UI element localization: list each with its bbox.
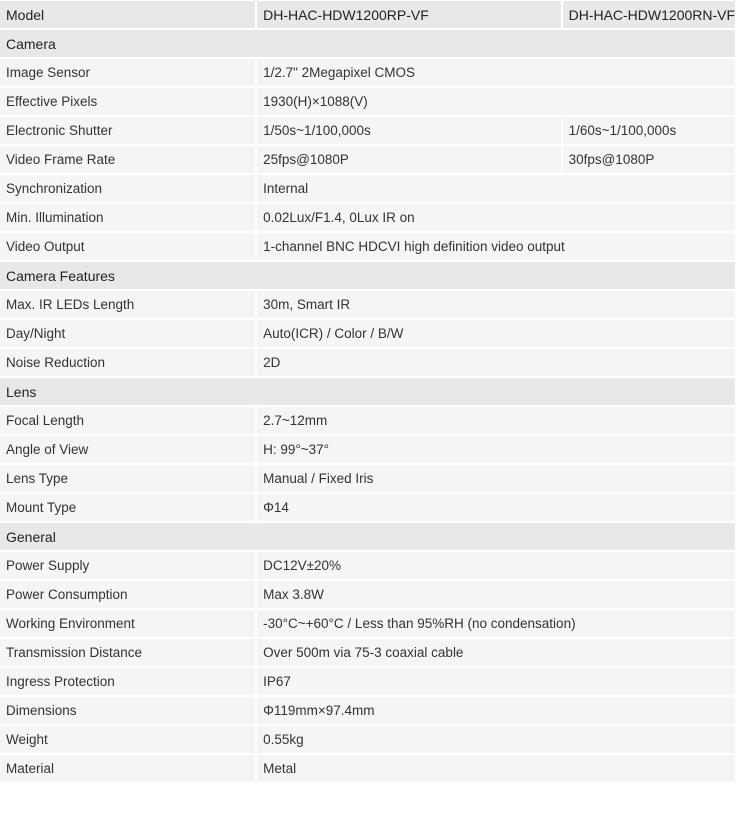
spec-value: Φ14	[257, 494, 735, 521]
spec-value: 1930(H)×1088(V)	[257, 88, 735, 115]
spec-value: IP67	[257, 668, 735, 695]
spec-label: Effective Pixels	[0, 88, 255, 115]
spec-label: Synchronization	[0, 175, 255, 202]
spec-value: Manual / Fixed Iris	[257, 465, 735, 492]
spec-row	[0, 726, 735, 753]
spec-value: Over 500m via 75-3 coaxial cable	[257, 639, 735, 666]
spec-label: Transmission Distance	[0, 639, 255, 666]
spec-row	[0, 668, 735, 695]
spec-value: 2.7~12mm	[257, 407, 735, 434]
spec-value: 0.55kg	[257, 726, 735, 753]
spec-label: Video Frame Rate	[0, 146, 255, 173]
spec-row	[0, 436, 735, 463]
spec-label: Power Supply	[0, 552, 255, 579]
spec-row	[0, 494, 735, 521]
section-header	[0, 30, 735, 57]
section-header	[0, 378, 735, 405]
header-row	[0, 1, 735, 28]
spec-label: Max. IR LEDs Length	[0, 291, 255, 318]
spec-row	[0, 349, 735, 376]
spec-row	[0, 233, 735, 260]
spec-label: Electronic Shutter	[0, 117, 255, 144]
spec-label: Lens Type	[0, 465, 255, 492]
spec-value: 2D	[257, 349, 735, 376]
spec-label: Focal Length	[0, 407, 255, 434]
spec-value: DC12V±20%	[257, 552, 735, 579]
spec-value: H: 99°~37°	[257, 436, 735, 463]
model-name-rn: DH-HAC-HDW1200RN-VF	[563, 1, 735, 28]
spec-label: Min. Illumination	[0, 204, 255, 231]
section-title: Lens	[0, 378, 735, 405]
spec-label: Material	[0, 755, 255, 782]
section-title: General	[0, 523, 735, 550]
spec-label: Dimensions	[0, 697, 255, 724]
spec-row	[0, 755, 735, 782]
spec-label: Day/Night	[0, 320, 255, 347]
spec-value: 1-channel BNC HDCVI high definition video output	[257, 233, 735, 260]
spec-value: Max 3.8W	[257, 581, 735, 608]
spec-label: Noise Reduction	[0, 349, 255, 376]
spec-row	[0, 697, 735, 724]
spec-value: 0.02Lux/F1.4, 0Lux IR on	[257, 204, 735, 231]
spec-label: Image Sensor	[0, 59, 255, 86]
spec-row	[0, 175, 735, 202]
spec-label: Video Output	[0, 233, 255, 260]
spec-value: Metal	[257, 755, 735, 782]
section-title: Camera Features	[0, 262, 735, 289]
model-name-rp: DH-HAC-HDW1200RP-VF	[257, 1, 560, 28]
spec-value-rp: 1/50s~1/100,000s	[257, 117, 560, 144]
spec-value: -30°C~+60°C / Less than 95%RH (no condensation)	[257, 610, 735, 637]
section-header	[0, 523, 735, 550]
spec-value: 30m, Smart IR	[257, 291, 735, 318]
spec-row	[0, 610, 735, 637]
spec-label: Weight	[0, 726, 255, 753]
spec-row	[0, 407, 735, 434]
spec-label: Working Environment	[0, 610, 255, 637]
spec-value: Φ119mm×97.4mm	[257, 697, 735, 724]
spec-label: Angle of View	[0, 436, 255, 463]
spec-row	[0, 581, 735, 608]
spec-label: Ingress Protection	[0, 668, 255, 695]
spec-row	[0, 88, 735, 115]
header-label: Model	[0, 1, 255, 28]
spec-value-rp: 25fps@1080P	[257, 146, 560, 173]
spec-table-body	[0, 1, 735, 782]
section-header	[0, 262, 735, 289]
spec-label: Power Consumption	[0, 581, 255, 608]
spec-value: Auto(ICR) / Color / B/W	[257, 320, 735, 347]
spec-row	[0, 59, 735, 86]
spec-row	[0, 204, 735, 231]
spec-label: Mount Type	[0, 494, 255, 521]
spec-value-rn: 30fps@1080P	[563, 146, 735, 173]
section-title: Camera	[0, 30, 735, 57]
spec-row	[0, 320, 735, 347]
spec-row	[0, 146, 735, 173]
spec-value-rn: 1/60s~1/100,000s	[563, 117, 735, 144]
spec-value: 1/2.7" 2Megapixel CMOS	[257, 59, 735, 86]
spec-row	[0, 117, 735, 144]
spec-row	[0, 291, 735, 318]
spec-row	[0, 552, 735, 579]
spec-value: Internal	[257, 175, 735, 202]
spec-row	[0, 639, 735, 666]
spec-row	[0, 465, 735, 492]
